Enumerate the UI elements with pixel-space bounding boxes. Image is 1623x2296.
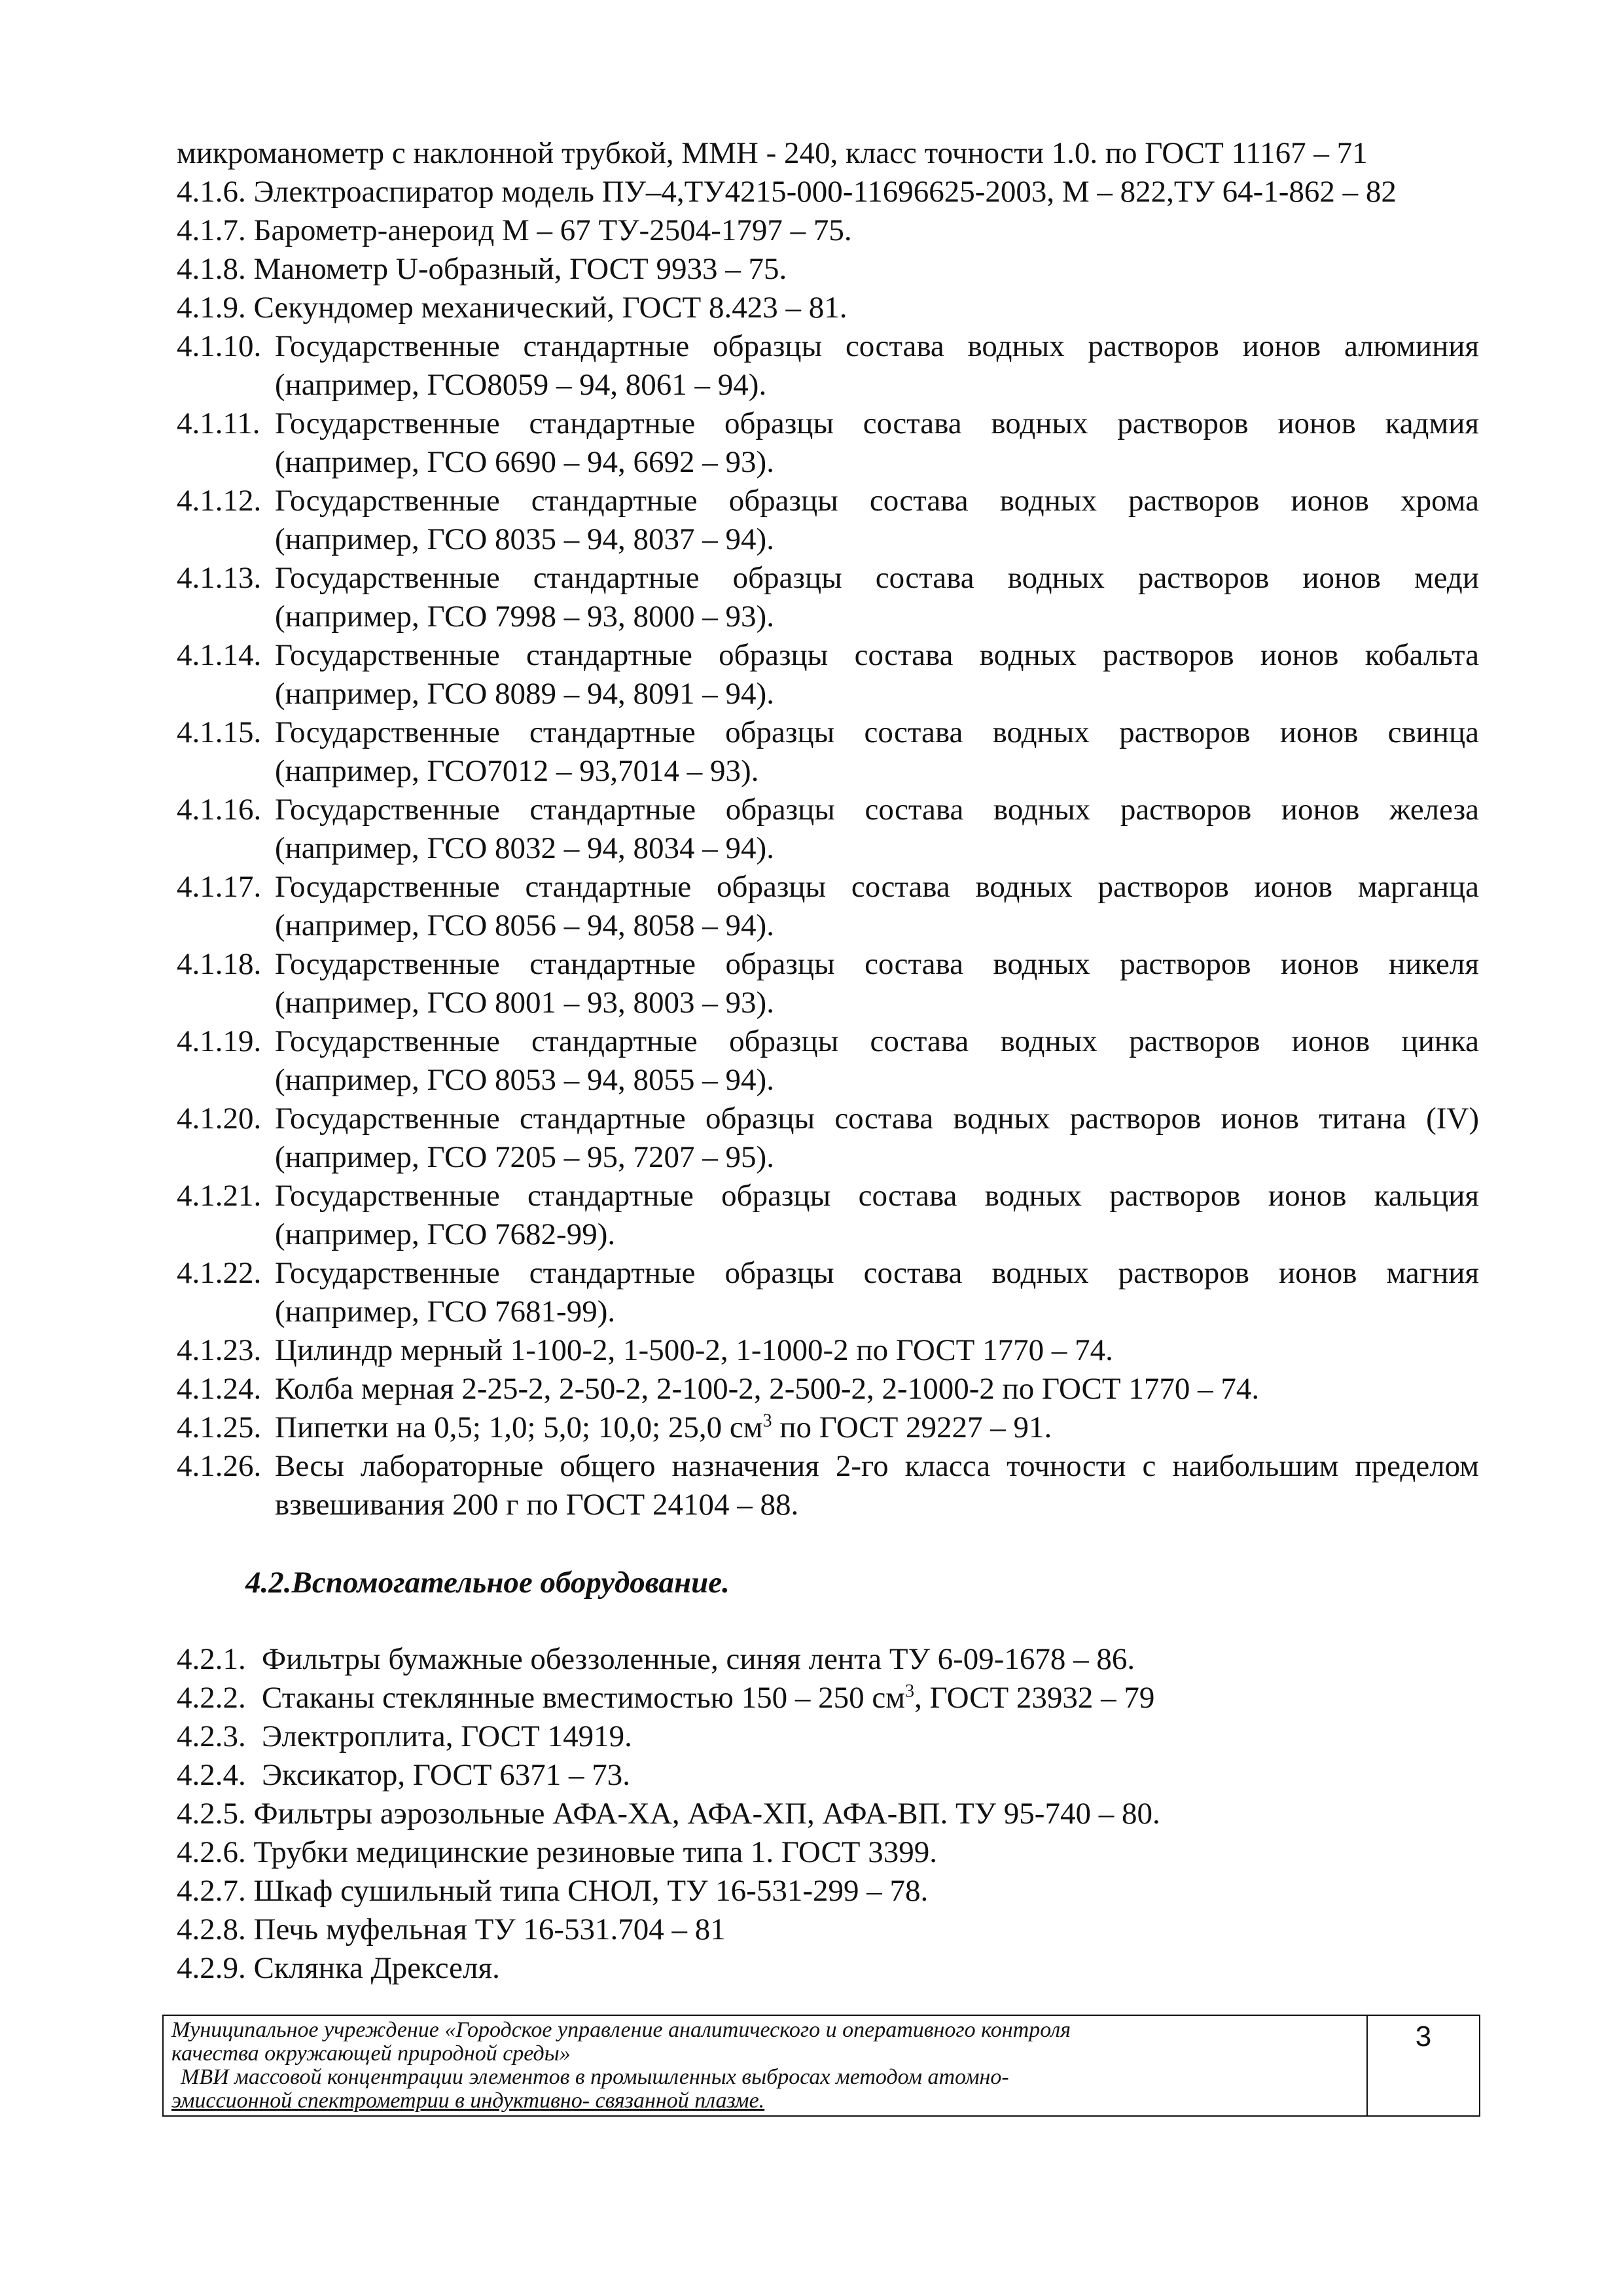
- list-item: 4.1.10. Государственные стандартные образцы состава водных растворов ионов алюминия (например, ГСО8059 – 94, 8061 – 94).: [177, 329, 1479, 402]
- list-item: 4.2.8. Печь муфельная ТУ 16-531.704 – 81: [177, 1912, 726, 1946]
- document-body: [177, 134, 1479, 1988]
- footer-line: Муниципальное учреждение «Городское управление аналитического и оперативного контроля: [171, 2018, 1071, 2042]
- list-item: 4.1.25. Пипетки на 0,5; 1,0; 5,0; 10,0; 25,0 $см^3$ по ГОСТ 29227 – 91.: [177, 1410, 1052, 1444]
- list-item: 4.1.13. Государственные стандартные образцы состава водных растворов ионов меди (например, ГСО 7998 – 93, 8000 – 93).: [177, 561, 1479, 634]
- list-item: 4.1.20. Государственные стандартные образцы состава водных растворов ионов титана (IV) (например, ГСО 7205 – 95, 7207 – 95).: [177, 1102, 1479, 1174]
- list-item: 4.2.9. Склянка Дрекселя.: [177, 1951, 500, 1985]
- footer-line: качества окружающей природной среды»: [171, 2041, 571, 2066]
- section-heading: 4.2.Вспомогательное оборудование.: [245, 1566, 730, 1600]
- footer-text: [164, 2016, 1368, 2115]
- intro-line: микроманометр с наклонной трубкой, ММН - 240, класс точности 1.0. по ГОСТ 11167 – 71: [177, 136, 1368, 170]
- list-item: 4.1.16. Государственные стандартные образцы состава водных растворов ионов железа (например, ГСО 8032 – 94, 8034 – 94).: [177, 793, 1479, 865]
- aux-equipment-list: [177, 1640, 1479, 1988]
- gso-list: [177, 327, 1479, 1331]
- list-item: 4.2.4. Эксикатор, ГОСТ 6371 – 73.: [177, 1758, 630, 1792]
- list-item: 4.1.14. Государственные стандартные образцы состава водных растворов ионов кобальта (например, ГСО 8089 – 94, 8091 – 94).: [177, 638, 1479, 711]
- list-item: 4.2.6. Трубки медицинские резиновые типа 1. ГОСТ 3399.: [177, 1835, 938, 1869]
- items-simple-list: [177, 173, 1479, 327]
- list-item: 4.2.2. Стаканы стеклянные вместимостью 150 – 250 $см^3$, ГОСТ 23932 – 79: [177, 1681, 1155, 1715]
- list-item: 4.1.22. Государственные стандартные образцы состава водных растворов ионов магния (например, ГСО 7681-99).: [177, 1256, 1479, 1329]
- list-item: 4.1.15. Государственные стандартные образцы состава водных растворов ионов свинца (например, ГСО7012 – 93,7014 – 93).: [177, 715, 1479, 788]
- list-item: 4.2.7. Шкаф сушильный типа СНОЛ, ТУ 16-531-299 – 78.: [177, 1874, 929, 1908]
- list-item: 4.1.9. Секундомер механический, ГОСТ 8.423 – 81.: [177, 291, 847, 325]
- list-item: 4.1.18. Государственные стандартные образцы состава водных растворов ионов никеля (например, ГСО 8001 – 93, 8003 – 93).: [177, 947, 1479, 1020]
- list-item: 4.1.17. Государственные стандартные образцы состава водных растворов ионов марганца (например, ГСО 8056 – 94, 8058 – 94).: [177, 870, 1479, 942]
- items-tail-list: [177, 1331, 1479, 1524]
- list-item: 4.2.3. Электроплита, ГОСТ 14919.: [177, 1719, 632, 1753]
- list-item: 4.1.12. Государственные стандартные образцы состава водных растворов ионов хрома (например, ГСО 8035 – 94, 8037 – 94).: [177, 484, 1479, 556]
- list-item: 4.1.8. Манометр U-образный, ГОСТ 9933 – 75.: [177, 252, 787, 286]
- list-item: 4.1.19. Государственные стандартные образцы состава водных растворов ионов цинка (например, ГСО 8053 – 94, 8055 – 94).: [177, 1024, 1479, 1097]
- list-item: 4.1.26. Весы лабораторные общего назначения 2-го класса точности с наибольшим пределом взвешивания 200 г по ГОСТ 24104 – 88.: [177, 1449, 1479, 1522]
- page-number: 3: [1415, 2020, 1432, 2053]
- list-item: 4.2.1. Фильтры бумажные обеззоленные, синяя лента ТУ 6-09-1678 – 86.: [177, 1642, 1135, 1676]
- list-item: 4.1.6. Электроаспиратор модель ПУ–4,ТУ4215-000-11696625-2003, М – 822,ТУ 64-1-862 – 82: [177, 175, 1397, 209]
- footer-line: МВИ массовой концентрации элементов в промышленных выбросах методом атомно-: [181, 2065, 1009, 2089]
- list-item: 4.1.24. Колба мерная 2-25-2, 2-50-2, 2-100-2, 2-500-2, 2-1000-2 по ГОСТ 1770 – 74.: [177, 1372, 1260, 1406]
- footer-stamp: [162, 2015, 1480, 2117]
- list-item: 4.1.21. Государственные стандартные образцы состава водных растворов ионов кальция (например, ГСО 7682-99).: [177, 1179, 1479, 1251]
- list-item: 4.1.7. Барометр-анероид М – 67 ТУ-2504-1797 – 75.: [177, 213, 852, 247]
- list-item: 4.1.23. Цилиндр мерный 1-100-2, 1-500-2, 1-1000-2 по ГОСТ 1770 – 74.: [177, 1333, 1113, 1367]
- footer-line: эмиссионной спектрометрии в индуктивно- связанной плазме.: [171, 2089, 765, 2113]
- list-item: 4.1.11. Государственные стандартные образцы состава водных растворов ионов кадмия (например, ГСО 6690 – 94, 6692 – 93).: [177, 406, 1479, 479]
- list-item: 4.2.5. Фильтры аэрозольные АФА-ХА, АФА-ХП, АФА-ВП. ТУ 95-740 – 80.: [177, 1797, 1160, 1831]
